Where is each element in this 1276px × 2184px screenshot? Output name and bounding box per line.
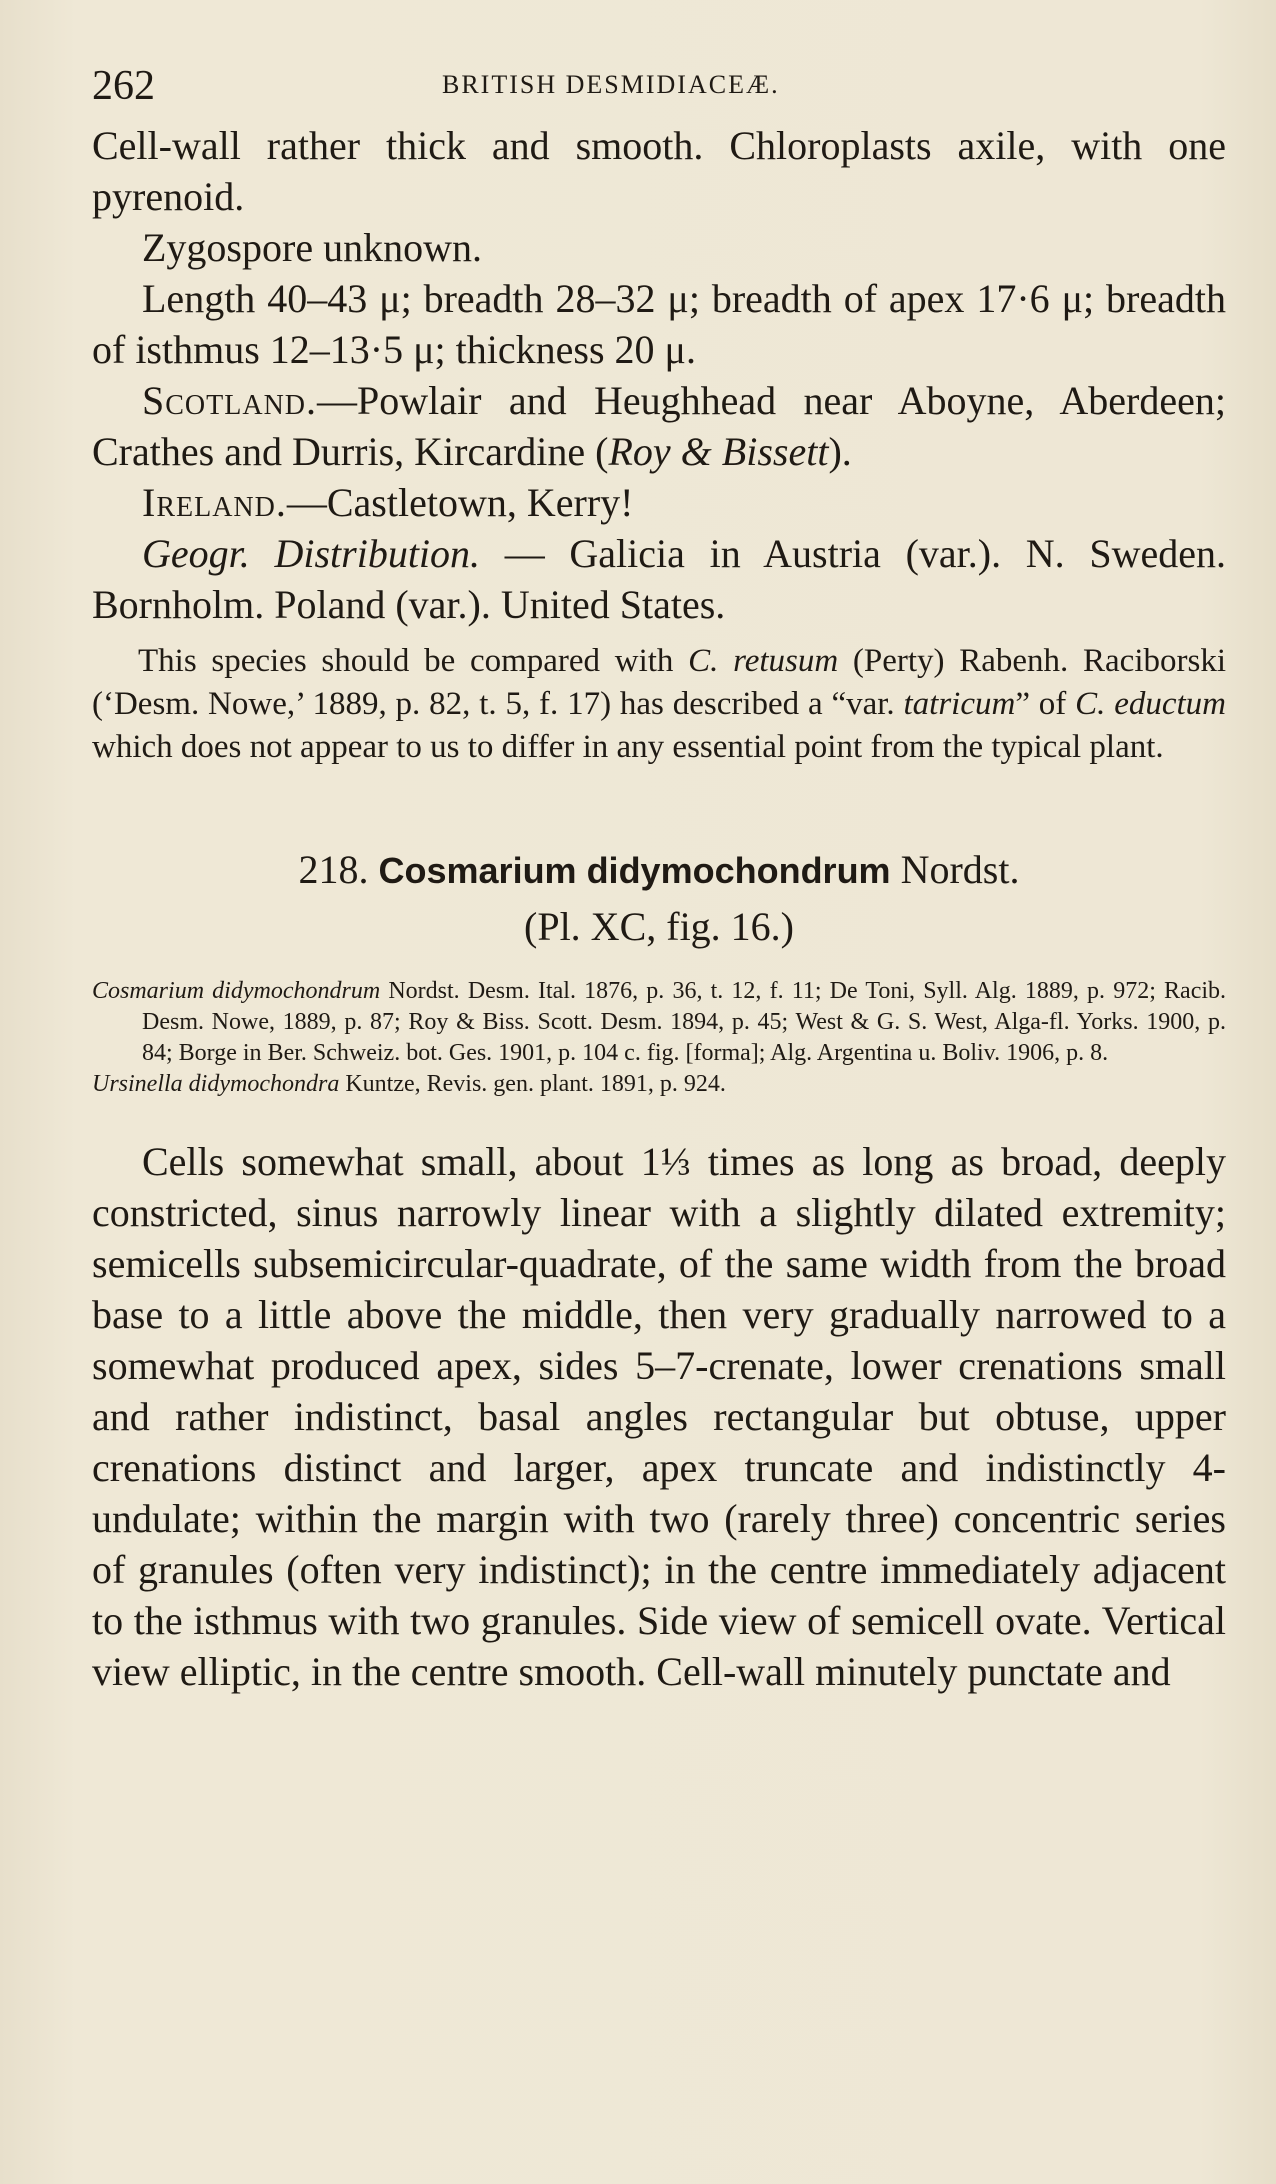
species-name: Cosmarium didymochondrum: [378, 850, 891, 891]
paragraph-measurements: Length 40–43 μ; breadth 28–32 μ; breadth of apex 17·6 μ; breadth of isthmus 12–13·5 μ; thickness 20 μ.: [92, 276, 1226, 372]
note-variety-tatricum: tatricum: [903, 686, 1016, 722]
distribution-label: Geogr. Distribution.: [142, 531, 481, 576]
distribution-text: — Galicia in Austria (var.). N. Sweden. Bornholm. Poland (var.). United States.: [92, 531, 1227, 627]
synonymy-entry-cosmarium: [92, 976, 1227, 1069]
description-paragraph: Cells somewhat small, about 1⅓ times as long as broad, deeply constricted, sinus narrowly linear with a slightly dilated extremity; semicells subsemicircular-quadrate, of the same width from the broad base to a little above the middle, then very gradually narrowed to a somewhat produced apex, sides 5–7-crenate, lower crenations small and rather indistinct, basal angles rectangular but obtuse, upper crenations distinct and larger, apex truncate and indistinctly 4-undulate; within the margin with two (rarely three) concentric series of granules (often very indistinct); in the centre immediately adjacent to the isthmus with two granules. Side view of semicell ovate. Vertical view elliptic, in the centre smooth. Cell-wall minutely punctate and: [92, 1139, 1226, 1694]
note-taxon-eductum: C. eductum: [1075, 686, 1226, 722]
page-number: 262: [92, 63, 155, 109]
synonym-citations-cosmarium: Nordst. Desm. Ital. 1876, p. 36, t. 12, f. 11; De Toni, Syll. Alg. 1889, p. 972; Racib. Desm. Nowe, 1889, p. 87; Roy & Biss. Scott. Desm. 1894, p. 45; West & G. S. West, Alga-fl. Yorks. 1900, p. 84; Borge in Ber. Schweiz. bot. Ges. 1901, p. 104 c. fig. [forma]; Alg. Argentina u. Boliv. 1906, p. 8.: [142, 978, 1227, 1066]
species-heading: [92, 843, 1226, 954]
note-part-3: ” of: [1015, 686, 1076, 722]
synonymy-entry-ursinella: [92, 1069, 1226, 1100]
paragraph-scotland: [92, 375, 1226, 477]
ireland-localities: —Castletown, Kerry!: [286, 480, 634, 525]
species-note: [92, 640, 1226, 769]
note-taxon-retusum: C. retusum: [688, 643, 839, 679]
main-text: [92, 120, 1226, 630]
synonym-name-cosmarium: Cosmarium didymochondrum: [92, 978, 381, 1004]
running-title: BRITISH DESMIDIACEÆ.: [442, 70, 780, 99]
collector-names: Roy & Bissett: [608, 429, 829, 474]
scotland-end: ).: [828, 429, 852, 474]
locality-label-ireland: Ireland.: [142, 480, 287, 525]
note-part-2: (Perty) Rabenh. Raciborski (‘Desm. Nowe,’ 1889, p. 82, t. 5, f. 17) has described a “var.: [92, 643, 1226, 722]
note-part-4: which does not appear to us to differ in any essential point from the typical plant.: [92, 729, 1164, 765]
species-authority: Nordst.: [890, 847, 1020, 892]
paragraph-ireland: [92, 477, 1226, 528]
paragraph-zygospore: Zygospore unknown.: [142, 225, 482, 270]
synonym-name-ursinella: Ursinella didymochondra: [92, 1071, 340, 1097]
note-part-1: This species should be compared with: [138, 643, 689, 679]
synonym-citations-ursinella: Kuntze, Revis. gen. plant. 1891, p. 924.: [339, 1071, 726, 1097]
paragraph-cell-wall: Cell-wall rather thick and smooth. Chloroplasts axile, with one pyrenoid.: [92, 123, 1226, 219]
species-description: [92, 1136, 1226, 1697]
species-number: 218.: [298, 847, 369, 892]
paragraph-distribution: [92, 528, 1226, 630]
locality-label-scotland: Scotland.: [142, 378, 318, 423]
note-paragraph: [92, 640, 1226, 769]
synonymy-block: [92, 976, 1226, 1100]
plate-reference: (Pl. XC, fig. 16.): [524, 904, 794, 949]
scotland-localities: —Powlair and Heughhead near Aboyne, Aberdeen; Crathes and Durris, Kircardine (: [92, 378, 1226, 474]
page-header: [92, 58, 1226, 120]
